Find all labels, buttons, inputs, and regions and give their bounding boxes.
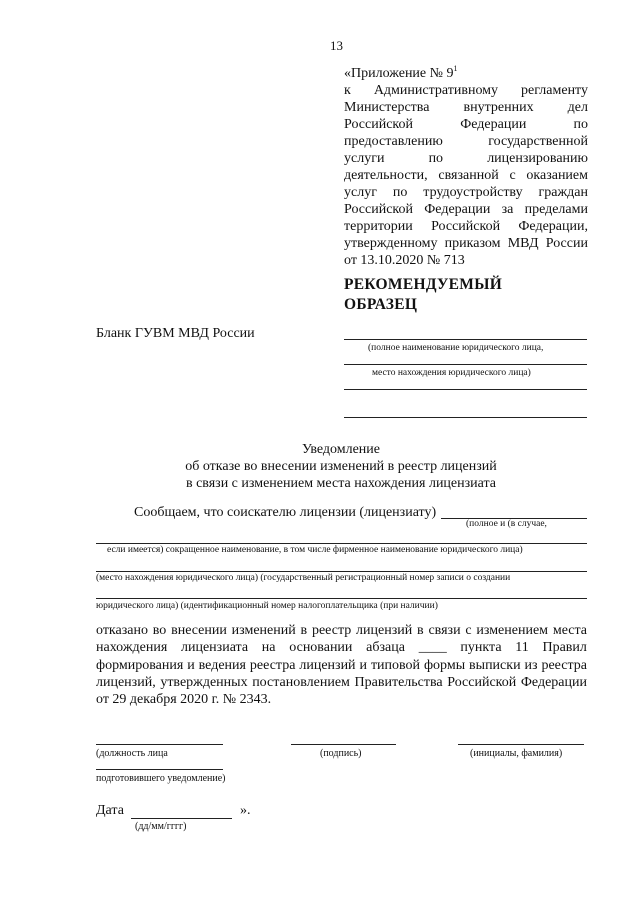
inform-caption-1: (полное и (в случае, (466, 519, 547, 529)
word: пункта (460, 640, 502, 656)
word: услуги (344, 151, 385, 166)
word: выписки (469, 657, 521, 673)
word: предоставлению (344, 134, 443, 149)
word: Российской (344, 202, 413, 217)
word: в (417, 623, 424, 638)
word: пределами (524, 202, 588, 217)
position-line[interactable] (96, 744, 223, 745)
word: дел (567, 100, 588, 115)
word: лицензий, (96, 674, 156, 690)
appendix-line (344, 167, 588, 184)
recipient-line-4[interactable] (344, 417, 587, 418)
word: по (392, 185, 408, 200)
notice-title: Уведомление об отказе во внесении изменений в реестр лицензий в связи с изменением места нахождения лицензиата (185, 442, 497, 491)
word: и (187, 657, 195, 673)
refusal-line (96, 674, 587, 691)
recommended-sample-heading: РЕКОМЕНДУЕМЫЙ ОБРАЗЕЦ (344, 276, 503, 313)
word: в (300, 623, 308, 638)
word: по (428, 151, 444, 166)
word: во (152, 623, 167, 638)
refusal-paragraph: отказано во внесении изменений в реестр лицензий в связи с изменением места нахождения лицензиата на основании абзаца ____ пункта 11 Правил формирования и ведения реестра лицензий и типовой формы выписки из реестра лицензий, утвержденных постановлением Правительства Российской Федерации от 29 декабря 2020 г. № 2343. (96, 623, 587, 708)
word: регламенту (521, 83, 588, 98)
word: приказом (444, 236, 501, 251)
recipient-line-3[interactable] (344, 389, 587, 390)
appendix-order-date: от 13.10.2020 № 713 (344, 253, 465, 268)
word: реестра (541, 657, 587, 673)
appendix-header (344, 60, 588, 269)
inform-caption-4: юридического лица) (идентификационный номер налогоплательщика (при наличии) (96, 601, 438, 611)
word: Российской (344, 117, 413, 132)
position-caption: (должность лица (96, 748, 168, 759)
recipient-caption-2: место нахождения юридического лица) (372, 368, 531, 378)
word: МВД (507, 236, 539, 251)
word: лицензированию (487, 151, 588, 166)
appendix-line (344, 99, 588, 116)
date-input-line[interactable] (131, 818, 232, 819)
word: Федерации (424, 202, 491, 217)
word: постановлением (252, 674, 350, 690)
appendix-line (344, 133, 588, 150)
refusal-line (96, 639, 587, 656)
word: ведения (198, 657, 246, 673)
word: формирования (96, 657, 184, 673)
licensee-line-3[interactable] (96, 571, 587, 572)
word: с (465, 623, 472, 638)
refusal-line (96, 657, 587, 674)
word: связи (428, 623, 461, 638)
appendix-line (344, 150, 588, 167)
date-format-caption: (дд/мм/гггг) (135, 821, 187, 832)
word: с (509, 168, 516, 183)
word: 11 (515, 640, 529, 656)
date-suffix: ». (240, 803, 251, 818)
word: Правил (542, 640, 587, 656)
word: Административному (373, 83, 499, 98)
appendix-line (344, 201, 588, 218)
appendix-line (344, 235, 588, 252)
date-label: Дата (96, 803, 124, 818)
word: формы (423, 657, 466, 673)
word: типовой (370, 657, 421, 673)
word: связанной (438, 168, 499, 183)
word: деятельности, (344, 168, 428, 183)
prepared-line (96, 769, 223, 770)
licensee-line-2[interactable] (96, 543, 587, 544)
inform-text: Сообщаем, что соискателю лицензии (лицензиату) (134, 505, 437, 520)
word: территории (344, 219, 413, 234)
prepared-caption: подготовившего уведомление) (96, 773, 226, 784)
word: Федерации, (518, 219, 588, 234)
word: реестра (249, 657, 296, 673)
signature-line[interactable] (291, 744, 396, 745)
licensee-line-4[interactable] (96, 598, 587, 599)
appendix-line (344, 82, 588, 99)
appendix-line (344, 184, 588, 201)
recipient-line-1[interactable] (344, 339, 587, 340)
appendix-line (344, 218, 588, 235)
word: России (545, 236, 588, 251)
word: Российской (447, 674, 517, 690)
word: услуг (344, 185, 377, 200)
appendix-title: «Приложение № $9^1$ (344, 64, 458, 81)
word: лицензиата (181, 640, 249, 656)
word: внесении (171, 623, 227, 638)
word: Правительства (354, 674, 443, 690)
word: абзаца (366, 640, 405, 656)
word: и (359, 657, 367, 673)
signature-caption: (подпись) (320, 748, 362, 759)
word: утвержденных (160, 674, 248, 690)
inform-caption-3: (место нахождения юридического лица) (государственный регистрационный номер записи о создании (96, 573, 511, 583)
inform-caption-2: если имеется) сокращенное наименование, в том числе фирменное наименование юридического лица) (107, 545, 523, 555)
word: лицензий (299, 657, 356, 673)
word: нахождения (96, 640, 168, 656)
word: лицензий (356, 623, 413, 638)
word: Российской (431, 219, 501, 234)
word: отказано (96, 623, 148, 638)
refusal-line (96, 622, 587, 639)
word: внутренних (463, 100, 534, 115)
word: изменением (476, 623, 549, 638)
word: Федерации (520, 674, 587, 690)
initials-line[interactable] (458, 744, 584, 745)
word: основании (289, 640, 353, 656)
word: к (344, 83, 351, 98)
initials-caption: (инициалы, фамилия) (470, 748, 563, 759)
recipient-caption-1: (полное наименование юридического лица, (368, 343, 544, 353)
form-blank-label: Бланк ГУВМ МВД России (96, 326, 255, 341)
word: Федерации (460, 117, 527, 132)
word: реестр (311, 623, 352, 638)
word: оказанием (526, 168, 588, 183)
word: утвержденному (344, 236, 438, 251)
word: ____ (418, 640, 447, 656)
word: за (501, 202, 514, 217)
word: изменений (231, 623, 296, 638)
word: из (524, 657, 538, 673)
page-number: 13 (330, 38, 343, 53)
word: трудоустройству (423, 185, 523, 200)
word: граждан (538, 185, 588, 200)
word: на (261, 640, 276, 656)
word: по (573, 117, 588, 132)
recipient-line-2[interactable] (344, 364, 587, 365)
word: места (552, 623, 587, 638)
word: Министерства (344, 100, 430, 115)
appendix-line (344, 116, 588, 133)
word: государственной (488, 134, 588, 149)
